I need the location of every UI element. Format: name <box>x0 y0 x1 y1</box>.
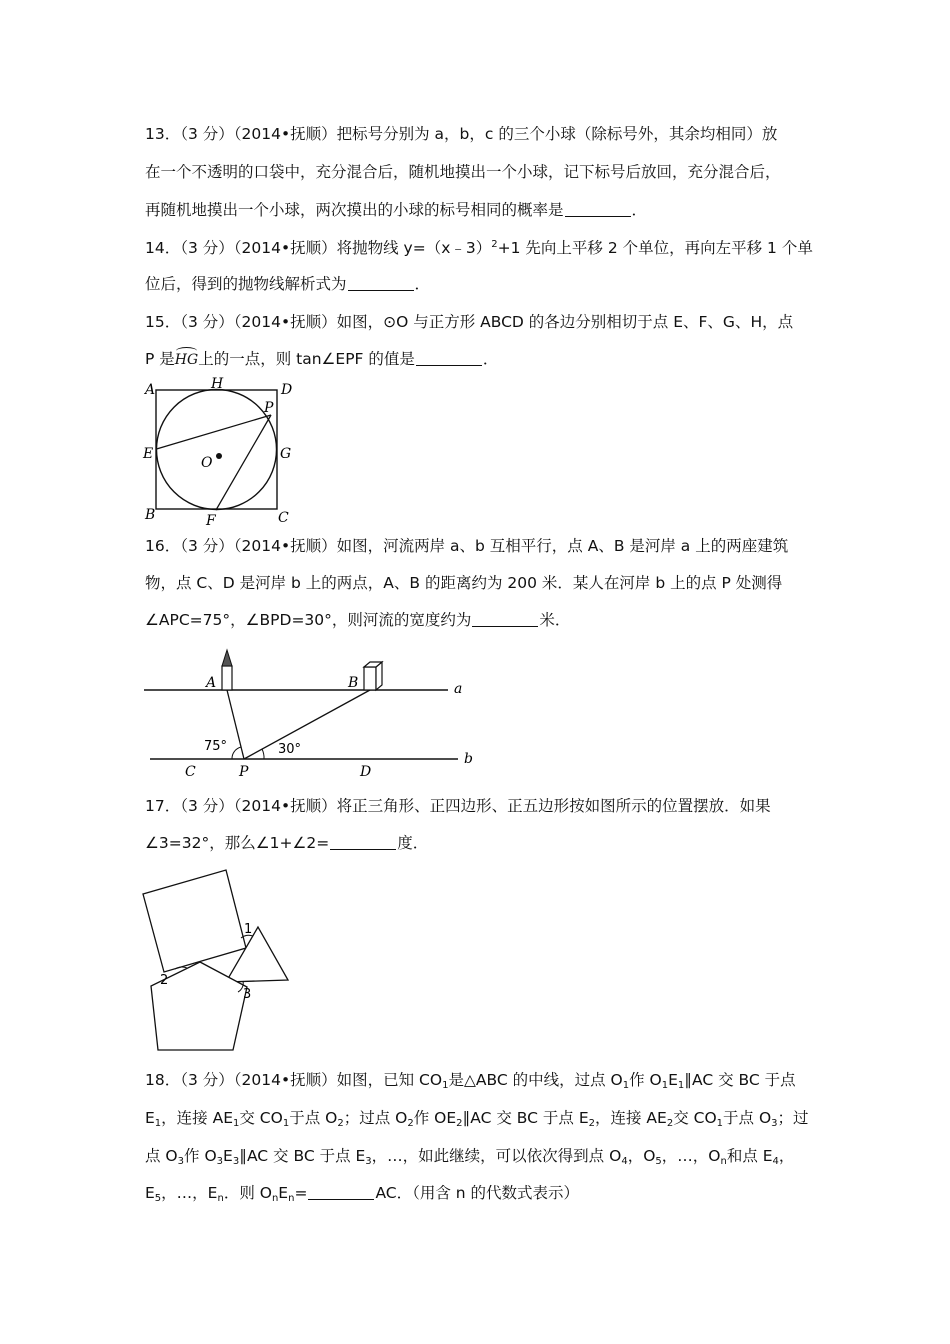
q18-t: E <box>278 1184 289 1202</box>
q18-line4 <box>145 1183 579 1203</box>
q18-sub: 1 <box>282 1118 290 1129</box>
q18-sub: 1 <box>442 1080 449 1091</box>
q18-t: ，O <box>627 1147 656 1165</box>
label-angle-3: 3 <box>243 987 252 1002</box>
q18-sub: 3 <box>216 1156 224 1167</box>
q14-answer-blank[interactable] <box>348 275 414 291</box>
label-f: F <box>206 513 216 529</box>
arc-hg: HG <box>174 352 199 368</box>
q18-t4: E <box>668 1071 678 1089</box>
label-bank-a: a <box>454 681 463 697</box>
label-c: C <box>278 510 289 526</box>
label-h: H <box>211 376 224 392</box>
q18-t: E <box>145 1109 155 1127</box>
q18-t: ，…，如此继续，可以依次得到点 O <box>371 1147 622 1165</box>
q18-t: E <box>223 1147 233 1165</box>
q18-sub: 4 <box>772 1156 779 1167</box>
label-a: A <box>206 675 217 691</box>
q18-t: 点 O <box>145 1147 178 1165</box>
q18-sub: 1 <box>622 1080 630 1091</box>
q13-line1: 13．（3 分）（2014•抚顺）把标号分别为 a，b，c 的三个小球（除标号外，其余均相同）放 <box>145 125 778 143</box>
label-bank-b: b <box>464 751 473 767</box>
q18-t: ，连接 AE <box>161 1109 233 1127</box>
q15-end: ． <box>482 350 499 368</box>
q17-answer-blank[interactable] <box>330 834 396 850</box>
label-d: D <box>360 764 372 780</box>
q18-sub: 2 <box>588 1118 595 1129</box>
q18-t: ；过点 O <box>343 1109 408 1127</box>
q14-text-b: +1 先向上平移 2 个单位，再向左平移 1 个单 <box>497 239 813 257</box>
q18-t: 作 O <box>184 1147 217 1165</box>
q16-line3 <box>145 610 570 630</box>
q18-sub: n <box>720 1156 727 1167</box>
q18-t: ， <box>778 1147 795 1165</box>
q18-t: 于点 O <box>289 1109 338 1127</box>
label-angle-2: 2 <box>160 973 169 988</box>
q18-sub: 1 <box>661 1080 669 1091</box>
label-angle-30: 30° <box>278 742 302 757</box>
q18-sub: 1 <box>716 1118 724 1129</box>
q18-t: 作 OE <box>413 1109 457 1127</box>
q14-line1 <box>145 238 813 258</box>
q18-sub: n <box>271 1193 279 1204</box>
label-a: A <box>145 382 156 398</box>
label-angle-75: 75° <box>204 739 228 754</box>
q18-t: ．则 O <box>223 1184 272 1202</box>
q18-t: E <box>145 1184 155 1202</box>
q16-line2: 物，点 C、D 是河岸 b 上的两点，A、B 的距离约为 200 米．某人在河岸 b 上的点 P 处测得 <box>145 574 783 592</box>
q18-t: ，…，O <box>661 1147 721 1165</box>
q14-end: ． <box>414 275 431 293</box>
q14-text-c: 位后，得到的抛物线解析式为 <box>145 275 347 293</box>
q18-t: = <box>294 1184 308 1202</box>
q18-line3 <box>145 1146 794 1166</box>
q18-sub: 3 <box>232 1156 240 1167</box>
q18-t: ∥AC 交 BC 于点 E <box>462 1109 589 1127</box>
q17-line1: 17．（3 分）（2014•抚顺）将正三角形、正四边形、正五边形按如图所示的位置摆放．如果 <box>145 797 771 815</box>
q15-text-a: P 是 <box>145 350 175 368</box>
q18-t1: 18．（3 分）（2014•抚顺）如图，已知 CO <box>145 1071 443 1089</box>
q16-end: 米． <box>539 611 571 629</box>
label-b: B <box>145 507 156 523</box>
q18-sub: 3 <box>177 1156 185 1167</box>
q18-sub: 1 <box>233 1118 240 1129</box>
q18-t: AC．（用含 n 的代数式表示） <box>375 1184 580 1202</box>
label-g: G <box>280 446 292 462</box>
q18-t: ∥AC 交 BC 于点 E <box>239 1147 366 1165</box>
q15-text-b: 上的一点，则 tan∠EPF 的值是 <box>198 350 415 368</box>
q18-sub: n <box>288 1193 295 1204</box>
q18-sub: n <box>217 1193 224 1204</box>
angle-arc-75 <box>232 747 241 759</box>
q18-line2 <box>145 1108 809 1128</box>
q17-line2 <box>145 833 428 853</box>
center-point <box>216 453 222 459</box>
building-a-roof <box>222 650 232 666</box>
q18-t3: 作 O <box>629 1071 662 1089</box>
q15-line1: 15．（3 分）（2014•抚顺）如图，⊙O 与正方形 ABCD 的各边分别相切于点 E、F、G、H，点 <box>145 313 794 331</box>
q18-t: 交 CO <box>239 1109 283 1127</box>
circle-o <box>157 390 277 510</box>
q14-text-a: 14．（3 分）（2014•抚顺）将抛物线 y=（x﹣3） <box>145 239 492 257</box>
q15-line2 <box>145 349 498 370</box>
label-c: C <box>185 764 196 780</box>
q16-line1: 16．（3 分）（2014•抚顺）如图，河流两岸 a、b 互相平行，点 A、B 是河岸 a 上的两座建筑 <box>145 537 789 555</box>
q13-text: 再随机地摸出一个小球，两次摸出的小球的标号相同的概率是 <box>145 201 564 219</box>
label-angle-1: 1 <box>244 922 253 937</box>
q17-end: 度． <box>397 834 429 852</box>
q18-sub: 2 <box>407 1118 414 1129</box>
q18-t5: ∥AC 交 BC 于点 <box>684 1071 796 1089</box>
q18-answer-blank[interactable] <box>308 1184 374 1200</box>
q16-answer-blank[interactable] <box>472 611 538 627</box>
q18-t: 和点 E <box>726 1147 773 1165</box>
q18-sub: 5 <box>655 1156 662 1167</box>
q13-line2: 在一个不透明的口袋中，充分混合后，随机地摸出一个小球，记下标号后放回，充分混合后， <box>145 163 781 181</box>
q13-line3 <box>145 200 647 220</box>
square-shape <box>143 870 246 972</box>
q17-text: ∠3=32°，那么∠1+∠2= <box>145 834 330 852</box>
q14-line2 <box>145 274 430 294</box>
q18-t: ；过 <box>777 1109 809 1127</box>
segment-ap <box>227 690 244 759</box>
q13-end: ． <box>631 201 648 219</box>
q18-sub: 1 <box>154 1118 162 1129</box>
q18-t: ，连接 AE <box>595 1109 667 1127</box>
label-p: P <box>264 400 274 416</box>
angle-arc-30 <box>262 749 264 759</box>
building-a <box>222 666 232 690</box>
q18-t: ，…，E <box>161 1184 218 1202</box>
q15-answer-blank[interactable] <box>416 350 482 366</box>
label-o: O <box>201 455 213 471</box>
q18-sub: 4 <box>621 1156 628 1167</box>
q18-sub: 3 <box>365 1156 372 1167</box>
q18-sub: 2 <box>456 1118 463 1129</box>
q16-figure <box>140 640 490 780</box>
q17-figure <box>140 862 310 1057</box>
q18-sub: 3 <box>771 1118 778 1129</box>
label-b: B <box>348 675 359 691</box>
q13-answer-blank[interactable] <box>565 201 631 217</box>
q15-figure <box>140 372 300 532</box>
q18-line1 <box>145 1070 796 1090</box>
q16-text: ∠APC=75°，∠BPD=30°，则河流的宽度约为 <box>145 611 472 629</box>
label-d: D <box>281 382 293 398</box>
q14-exponent: 2 <box>491 239 498 250</box>
label-p: P <box>239 764 249 780</box>
q18-t: 交 CO <box>673 1109 717 1127</box>
building-b <box>364 667 376 690</box>
q18-t2: 是△ABC 的中线，过点 O <box>448 1071 623 1089</box>
q18-t: 于点 O <box>723 1109 772 1127</box>
q18-sub: 5 <box>154 1193 162 1204</box>
q18-sub: 1 <box>677 1080 685 1091</box>
segment-bp <box>244 690 370 759</box>
q18-sub: 2 <box>666 1118 674 1129</box>
label-e: E <box>143 446 154 462</box>
q18-sub: 2 <box>337 1118 344 1129</box>
